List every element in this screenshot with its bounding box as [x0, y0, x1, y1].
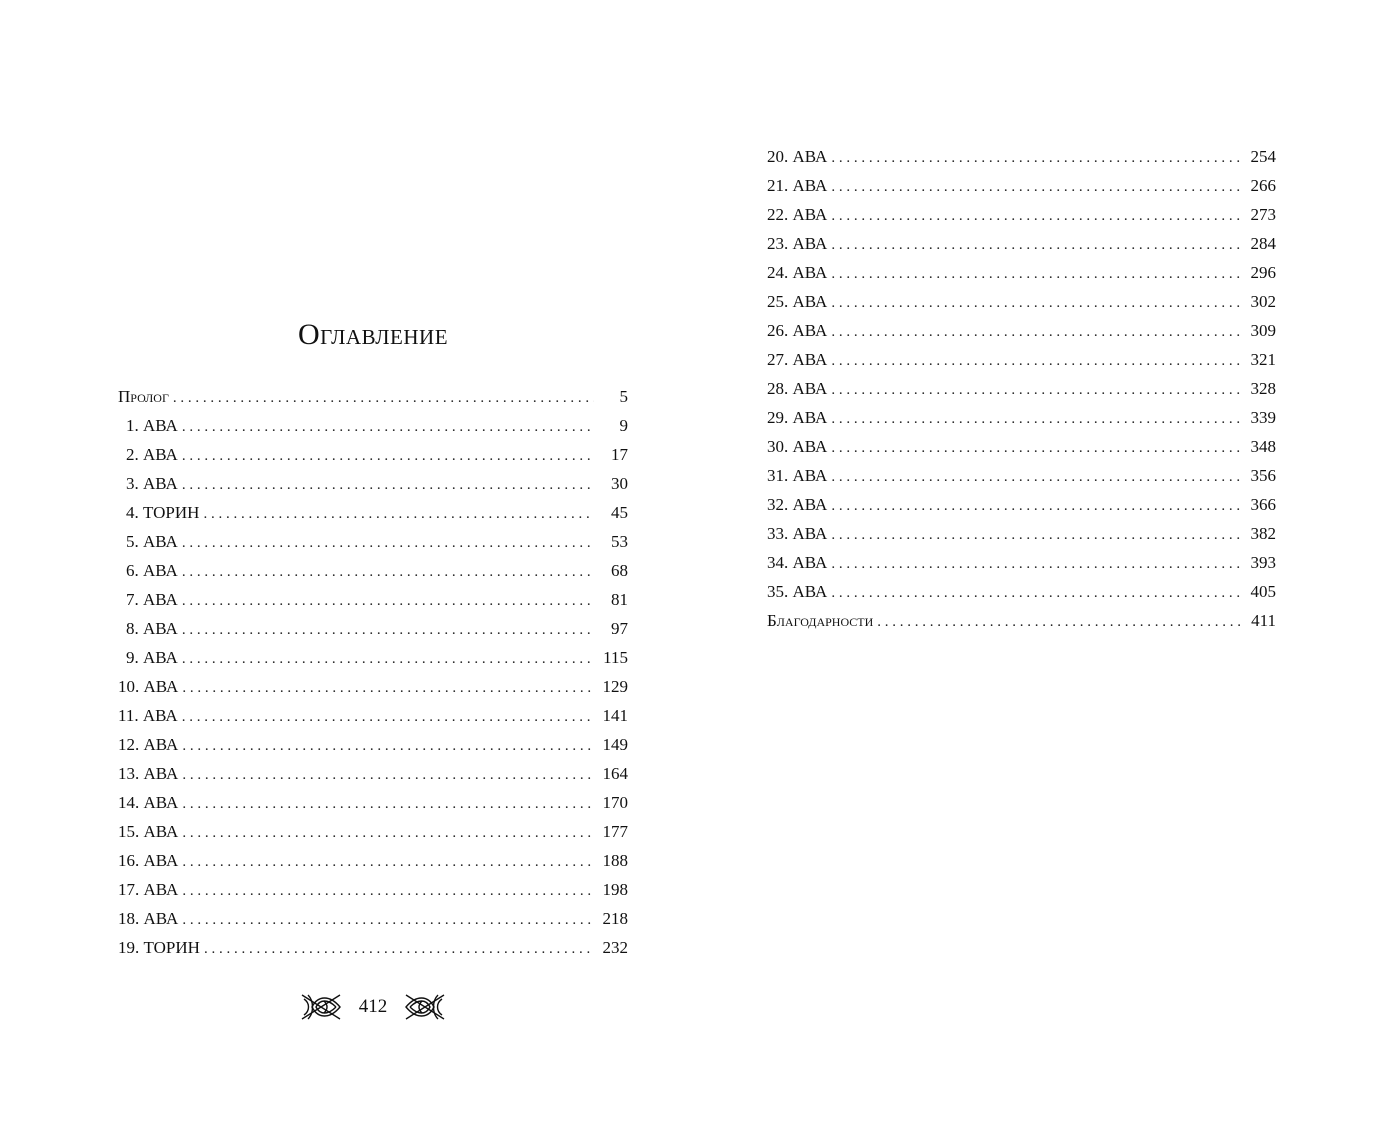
toc-entry: [767, 432, 1276, 461]
dot-leader: [831, 405, 1242, 434]
dot-leader: [203, 500, 594, 529]
dot-leader: [182, 587, 594, 616]
toc-entry-label: Благодарности: [767, 611, 874, 630]
toc-entry: [118, 933, 628, 962]
toc-entry-page: 266: [1250, 176, 1276, 195]
dot-leader: [831, 289, 1242, 318]
toc-entry-page: 302: [1250, 292, 1276, 311]
dot-leader: [182, 906, 594, 935]
toc-entry-label: 35. АВА: [767, 582, 828, 601]
toc-entry: [767, 374, 1276, 403]
toc-entry-page: 5: [619, 387, 628, 406]
toc-entry-label: 29. АВА: [767, 408, 828, 427]
dot-leader: [831, 144, 1242, 173]
toc-entry: [118, 614, 628, 643]
toc-entry: [118, 672, 628, 701]
toc-entry-page: 218: [602, 909, 628, 928]
right-page: [697, 0, 1394, 1125]
toc-entry: [118, 498, 628, 527]
toc-entry-page: 339: [1250, 408, 1276, 427]
toc-entry: [767, 142, 1276, 171]
toc-entry-page: 17: [611, 445, 628, 464]
toc-entry: [767, 229, 1276, 258]
toc-entry-page: 149: [602, 735, 628, 754]
toc-entry-label: Пролог: [118, 387, 169, 406]
dot-leader: [182, 529, 594, 558]
toc-entry-page: 68: [611, 561, 628, 580]
toc-entry: [118, 904, 628, 933]
dot-leader: [831, 492, 1242, 521]
dot-leader: [182, 732, 594, 761]
toc-list-right: [767, 142, 1276, 635]
toc-entry-label: 9. АВА: [126, 648, 178, 667]
toc-entry-page: 177: [602, 822, 628, 841]
toc-entry-label: 22. АВА: [767, 205, 828, 224]
toc-entry-page: 81: [611, 590, 628, 609]
toc-entry-label: 4. ТОРИН: [126, 503, 200, 522]
toc-entry-page: 284: [1250, 234, 1276, 253]
dot-leader: [182, 558, 594, 587]
dot-leader: [182, 703, 594, 732]
toc-entry: [767, 461, 1276, 490]
toc-entry-label: 14. АВА: [118, 793, 179, 812]
toc-entry-page: 129: [602, 677, 628, 696]
toc-entry: [118, 788, 628, 817]
toc-entry: [118, 469, 628, 498]
toc-entry: [118, 817, 628, 846]
toc-entry: [118, 556, 628, 585]
toc-entry: [767, 490, 1276, 519]
page-number: 412: [358, 996, 388, 1017]
toc-entry: [767, 403, 1276, 432]
dot-leader: [182, 413, 594, 442]
toc-entry: [118, 875, 628, 904]
flourish-ornament-icon: [300, 991, 342, 1023]
toc-entry: [767, 316, 1276, 345]
toc-entry-page: 115: [603, 648, 628, 667]
toc-entry-page: 366: [1250, 495, 1276, 514]
toc-entry-label: 11. АВА: [118, 706, 178, 725]
dot-leader: [182, 616, 594, 645]
toc-entry-page: 321: [1250, 350, 1276, 369]
toc-entry-page: 254: [1250, 147, 1276, 166]
toc-entry-page: 273: [1250, 205, 1276, 224]
toc-entry: [118, 701, 628, 730]
toc-entry-page: 97: [611, 619, 628, 638]
toc-entry-label: 32. АВА: [767, 495, 828, 514]
toc-entry-label: 34. АВА: [767, 553, 828, 572]
toc-entry-page: 53: [611, 532, 628, 551]
dot-leader: [173, 384, 594, 413]
dot-leader: [182, 761, 594, 790]
toc-entry-page: 411: [1251, 611, 1276, 630]
toc-entry-label: 21. АВА: [767, 176, 828, 195]
toc-entry: [767, 258, 1276, 287]
toc-entry-label: 18. АВА: [118, 909, 179, 928]
toc-entry: [118, 730, 628, 759]
toc-entry-label: 25. АВА: [767, 292, 828, 311]
toc-entry: [767, 577, 1276, 606]
toc-entry: [767, 519, 1276, 548]
toc-entry-page: 393: [1250, 553, 1276, 572]
toc-entry-label: 24. АВА: [767, 263, 828, 282]
toc-entry: [118, 527, 628, 556]
dot-leader: [182, 877, 594, 906]
dot-leader: [182, 471, 594, 500]
toc-entry-label: 26. АВА: [767, 321, 828, 340]
toc-entry: [118, 643, 628, 672]
toc-entry-page: 328: [1250, 379, 1276, 398]
toc-entry-label: 13. АВА: [118, 764, 179, 783]
toc-entry-page: 198: [602, 880, 628, 899]
toc-entry-page: 356: [1250, 466, 1276, 485]
toc-entry-page: 348: [1250, 437, 1276, 456]
flourish-ornament-icon: [404, 991, 446, 1023]
toc-entry-label: 33. АВА: [767, 524, 828, 543]
toc-entry-label: 3. АВА: [126, 474, 178, 493]
dot-leader: [204, 935, 594, 964]
dot-leader: [182, 790, 594, 819]
toc-entry-label: 27. АВА: [767, 350, 828, 369]
toc-entry: [118, 411, 628, 440]
toc-entry-label: 17. АВА: [118, 880, 179, 899]
toc-entry-label: 23. АВА: [767, 234, 828, 253]
toc-entry-label: 6. АВА: [126, 561, 178, 580]
toc-entry-label: 7. АВА: [126, 590, 178, 609]
toc-entry-page: 45: [611, 503, 628, 522]
toc-entry-page: 141: [602, 706, 628, 725]
dot-leader: [182, 819, 594, 848]
dot-leader: [831, 376, 1242, 405]
toc-entry-label: 10. АВА: [118, 677, 179, 696]
dot-leader: [831, 463, 1242, 492]
toc-entry-page: 232: [602, 938, 628, 957]
dot-leader: [831, 318, 1242, 347]
toc-entry: [767, 200, 1276, 229]
toc-entry: [767, 345, 1276, 374]
toc-entry-page: 309: [1250, 321, 1276, 340]
dot-leader: [831, 231, 1242, 260]
toc-entry-label: 15. АВА: [118, 822, 179, 841]
toc-entry-label: 20. АВА: [767, 147, 828, 166]
toc-entry-page: 170: [602, 793, 628, 812]
page-folio: [300, 990, 446, 1024]
dot-leader: [182, 674, 594, 703]
toc-entry-label: 19. ТОРИН: [118, 938, 200, 957]
dot-leader: [831, 347, 1242, 376]
toc-entry-page: 382: [1250, 524, 1276, 543]
toc-entry-label: 8. АВА: [126, 619, 178, 638]
dot-leader: [182, 848, 594, 877]
toc-list-left: [118, 382, 628, 962]
toc-entry: [118, 585, 628, 614]
toc-entry: [767, 548, 1276, 577]
toc-entry: [118, 846, 628, 875]
toc-entry: [767, 287, 1276, 316]
toc-entry-label: 16. АВА: [118, 851, 179, 870]
toc-title: Оглавление: [297, 318, 449, 351]
dot-leader: [831, 434, 1242, 463]
toc-entry: [767, 606, 1276, 635]
toc-entry-page: 164: [602, 764, 628, 783]
toc-entry: [767, 171, 1276, 200]
toc-entry-label: 5. АВА: [126, 532, 178, 551]
dot-leader: [831, 173, 1242, 202]
toc-entry-label: 30. АВА: [767, 437, 828, 456]
toc-entry-label: 12. АВА: [118, 735, 179, 754]
dot-leader: [831, 260, 1242, 289]
dot-leader: [877, 608, 1242, 637]
dot-leader: [831, 550, 1242, 579]
toc-entry-label: 1. АВА: [126, 416, 178, 435]
dot-leader: [182, 442, 594, 471]
toc-entry: [118, 382, 628, 411]
toc-entry-page: 9: [619, 416, 628, 435]
toc-entry: [118, 759, 628, 788]
toc-entry-page: 188: [602, 851, 628, 870]
toc-entry-label: 28. АВА: [767, 379, 828, 398]
toc-entry-page: 30: [611, 474, 628, 493]
dot-leader: [831, 202, 1242, 231]
dot-leader: [182, 645, 594, 674]
toc-entry-page: 296: [1250, 263, 1276, 282]
toc-entry-page: 405: [1250, 582, 1276, 601]
toc-entry: [118, 440, 628, 469]
dot-leader: [831, 579, 1242, 608]
toc-entry-label: 31. АВА: [767, 466, 828, 485]
toc-entry-label: 2. АВА: [126, 445, 178, 464]
dot-leader: [831, 521, 1242, 550]
